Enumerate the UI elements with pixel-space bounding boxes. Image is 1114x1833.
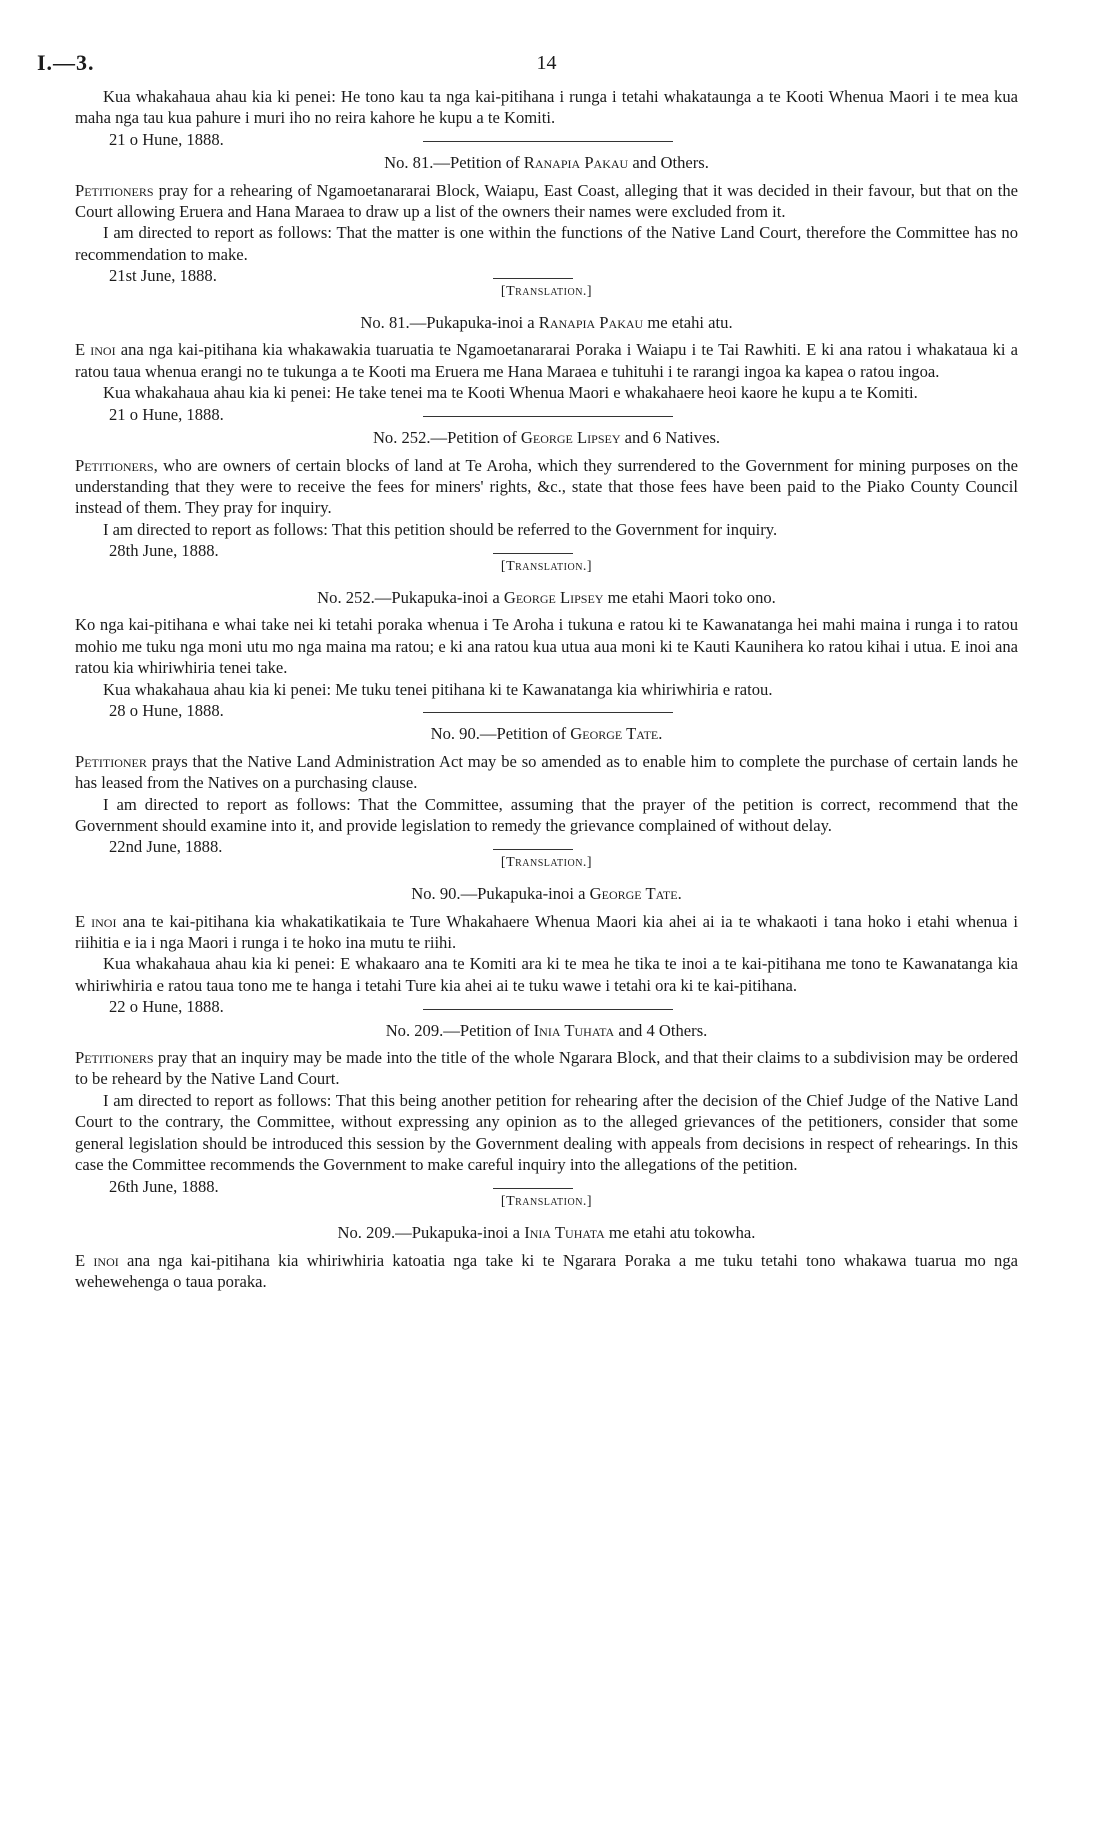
translation-label: [Translation.] bbox=[500, 854, 593, 870]
petition-summary-maori: E inoi ana te kai-pitihana kia whakatikatikaia te Ture Whakahaere Whenua Maori kia ahei ai ia te whakaoti i tana hoko i etahi whenua i riihitia e ia i nga Maori i runga i te hoko ina mutu te riihi. bbox=[75, 911, 1019, 953]
section-divider bbox=[423, 1009, 673, 1010]
petitioner-name: Ranapia Pakau bbox=[523, 153, 629, 173]
petition-heading: No. 90.—Petition of George Tate. bbox=[430, 724, 663, 744]
petition-heading-maori: No. 252.—Pukapuka-inoi a George Lipsey me etahi Maori toko ono. bbox=[317, 587, 776, 607]
section-divider bbox=[423, 141, 673, 142]
section-divider bbox=[423, 416, 673, 417]
petitioner-name: Inia Tuhata bbox=[524, 1223, 605, 1243]
section-divider bbox=[423, 712, 673, 713]
report-date-maori: 21 o Hune, 1888. bbox=[109, 404, 224, 424]
translation-divider bbox=[493, 849, 573, 850]
petition-summary-maori: E inoi ana nga kai-pitihana kia whakawakia tuaruatia te Ngamoetanararai Poraka i Waiapu i te Tai Rawhiti. E ki ana ratou i whakataua ki a ratou taua whenua erangi no te tukunga a te Kooti ma Eruera me Hana Maraea e tuhituhi i te rarangi ingoa ka kapea o ratou ingoa. bbox=[75, 340, 1019, 381]
report-date-maori: 22 o Hune, 1888. bbox=[109, 997, 224, 1017]
petition-heading-maori: No. 209.—Pukapuka-inoi a Inia Tuhata me etahi atu tokowha. bbox=[337, 1223, 756, 1243]
committee-report: I am directed to report as follows: That this petition should be referred to the Government for inquiry. bbox=[103, 519, 778, 539]
intro-paragraph: Kua whakahaua ahau kia ki penei: He tono kau ta nga kai-pitihana i runga i tetahi whakataunga a te Kooti Whenua Maori i te mea kua maha nga tau kua pahure i muri iho no reira kahore he kupu a te Komiti. bbox=[75, 87, 1018, 128]
petition-summary: Petitioners pray for a rehearing of Ngamoetanararai Block, Waiapu, East Coast, alleging that it was decided in their favour, but that on the Court allowing Eruera and Hana Maraea to draw up a list of the owners their names were excluded from it. bbox=[75, 180, 1018, 222]
series-number: I.—3. bbox=[37, 50, 95, 75]
committee-report: I am directed to report as follows: That the Committee, assuming that the prayer of the petition is correct, recommend that the Government should examine into it, and provide legislation to remedy the grievance complained of without delay. bbox=[75, 794, 1018, 835]
report-date: 26th June, 1888. bbox=[109, 1176, 219, 1196]
petition-heading-maori: No. 90.—Pukapuka-inoi a George Tate. bbox=[411, 884, 682, 904]
intro-date: 21 o Hune, 1888. bbox=[109, 129, 224, 149]
petitioner-name: George Tate bbox=[589, 884, 678, 904]
committee-report-maori: Kua whakahaua ahau kia ki penei: He take tenei ma te Kooti Whenua Maori e whakahaere heoi kaore he kupu a te Komiti. bbox=[103, 383, 918, 403]
petitioner-name: George Lipsey bbox=[520, 428, 621, 448]
committee-report-maori: Kua whakahaua ahau kia ki penei: Me tuku tenei pitihana ki te Kawanatanga kia whiriwhiria e ratou. bbox=[103, 679, 773, 699]
translation-divider bbox=[493, 1188, 573, 1189]
translation-label: [Translation.] bbox=[500, 1193, 593, 1209]
petitioner-name: George Lipsey bbox=[503, 587, 604, 607]
petition-summary-maori: E inoi ana nga kai-pitihana kia whiriwhiria katoatia nga take ki te Ngarara Poraka a me tuku tetahi tono whakawa tuarua mo nga wehewehenga o taua poraka. bbox=[75, 1250, 1018, 1292]
petitioner-name: Inia Tuhata bbox=[533, 1020, 615, 1040]
translation-label: [Translation.] bbox=[500, 283, 593, 299]
report-date: 21st June, 1888. bbox=[109, 266, 217, 286]
petition-heading: No. 209.—Petition of Inia Tuhata and 4 Others. bbox=[385, 1020, 708, 1040]
translation-divider bbox=[493, 553, 573, 554]
petition-heading: No. 81.—Petition of Ranapia Pakau and Others. bbox=[384, 153, 709, 173]
report-date: 28th June, 1888. bbox=[109, 541, 219, 561]
petition-heading-maori: No. 81.—Pukapuka-inoi a Ranapia Pakau me etahi atu. bbox=[360, 313, 733, 333]
committee-report: I am directed to report as follows: That this being another petition for rehearing after the decision of the Chief Judge of the Native Land Court to the contrary, the Committee, without expressing any opinion as to the alleged grievances of the petitioners, consider that some general legislation should be introduced this session by the Government dealing with appeals from decisions in respect of rehearings. In this case the Committee recommends the Government to make careful inquiry into the allegations of the petition. bbox=[75, 1090, 1018, 1175]
petitioner-name: George Tate bbox=[570, 724, 659, 744]
document-body bbox=[75, 86, 1018, 1293]
petition-summary: Petitioners, who are owners of certain blocks of land at Te Aroha, which they surrendered to the Government for mining purposes on the understanding that they were to receive the fees for miners' rights, &c., state that those fees have been paid to the Piako County Council instead of them. They pray for inquiry. bbox=[75, 455, 1018, 518]
petitioner-name: Ranapia Pakau bbox=[538, 313, 644, 333]
committee-report-maori: Kua whakahaua ahau kia ki penei: E whakaaro ana te Komiti ara ki te mea he tika te inoi a te kai-pitihana me tono te Kawanatanga kia whiriwhiria e ratou taua tono me te hanga i tetahi Ture kia ahei ai te tuku wawe i tetahi ora ki te kai-pitihana. bbox=[75, 954, 1018, 995]
page-number: 14 bbox=[536, 52, 557, 74]
translation-label: [Translation.] bbox=[500, 558, 593, 574]
committee-report: I am directed to report as follows: That the matter is one within the functions of the Native Land Court, therefore the Committee has no recommendation to make. bbox=[75, 223, 1018, 264]
running-head bbox=[37, 50, 1018, 86]
report-date: 22nd June, 1888. bbox=[109, 837, 223, 857]
petition-summary: Petitioner prays that the Native Land Administration Act may be so amended as to enable him to complete the purchase of certain lands he has leased from the Natives on a purchasing clause. bbox=[75, 751, 1018, 793]
petition-summary-maori: Ko nga kai-pitihana e whai take nei ki tetahi poraka whenua i Te Aroha i tukuna e ratou ki te Kawanatanga hei mahi maina i runga i to ratou mohio me tuku nga moni utu mo nga maina ma ratou; e ki ana ratou kua utua aua moni ki te Kauti Kaunihera ko ratou kihai i utua. E inoi ana ratou kia whiriwhiria tenei take. bbox=[75, 615, 1018, 678]
report-date-maori: 28 o Hune, 1888. bbox=[109, 700, 224, 720]
petition-summary: Petitioners pray that an inquiry may be made into the title of the whole Ngarara Block, and that their claims to a subdivision may be ordered to be reheard by the Native Land Court. bbox=[75, 1048, 1018, 1089]
petition-heading: No. 252.—Petition of George Lipsey and 6 Natives. bbox=[372, 428, 721, 448]
translation-divider bbox=[493, 278, 573, 279]
